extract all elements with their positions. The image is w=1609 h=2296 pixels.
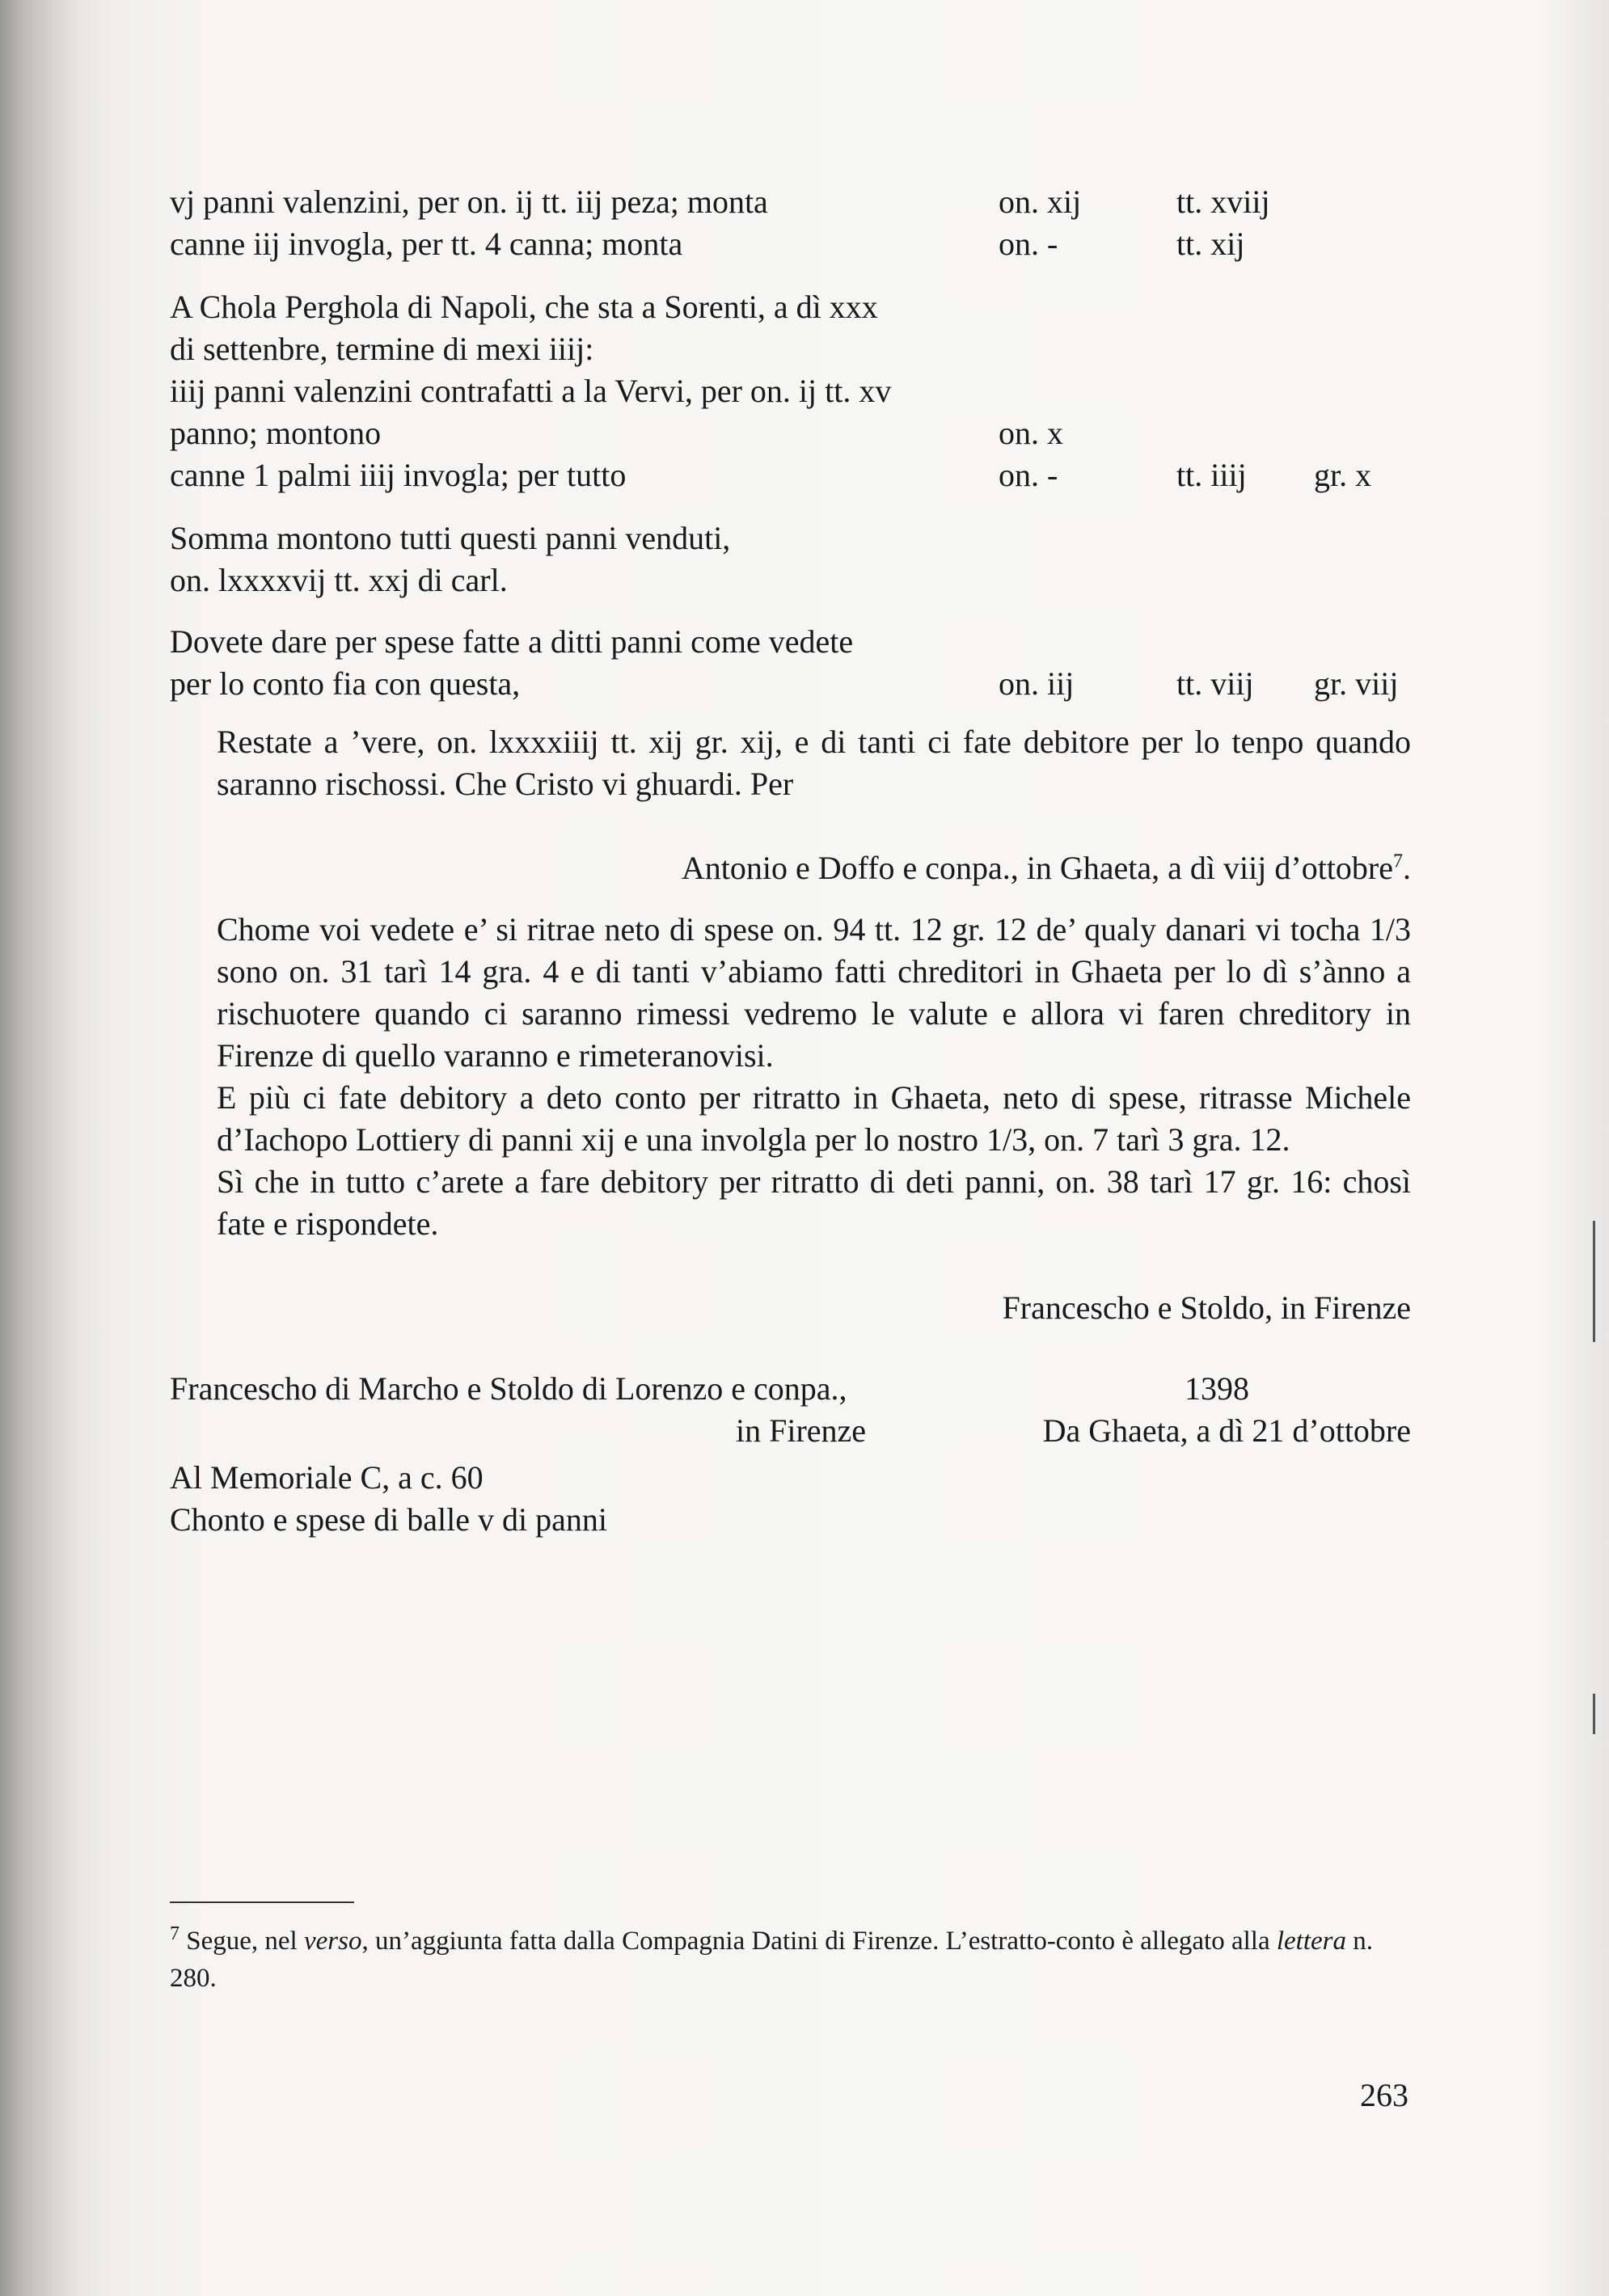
footnote-text: n. 280.	[170, 1927, 1374, 1993]
text-line: Chonto e spese di balle v di panni	[170, 1501, 608, 1538]
amount-oncie: on. xij	[999, 184, 1082, 220]
amount-tari: tt. iiij	[1176, 457, 1247, 493]
line-description: canne 1 palmi iiij invogla; per tutto	[170, 457, 627, 493]
text-line: A Chola Perghola di Napoli, che sta a Sorenti, a dì xxx	[170, 289, 878, 325]
signature-text: Antonio e Doffo e conpa., in Ghaeta, a dì viij d’ottobre	[681, 850, 1393, 886]
footnote-text: Segue, nel	[186, 1927, 304, 1956]
amount-tari: tt. xij	[1176, 226, 1245, 262]
amount-oncie: on. iij	[999, 665, 1075, 702]
account-line	[170, 663, 1411, 705]
account-line	[170, 181, 1411, 223]
amount-grana: gr. viij	[1314, 665, 1399, 702]
text-line: on. lxxxxvij tt. xxj di carl.	[170, 562, 508, 598]
edge-mark	[1593, 1694, 1595, 1734]
edge-mark	[1593, 1221, 1595, 1342]
footnote-number: 7	[170, 1923, 179, 1944]
amount-oncie: on. -	[999, 226, 1058, 262]
footnote	[170, 1922, 1411, 1997]
footnote-rule	[170, 1901, 354, 1903]
text-line: Dovete dare per spese fatte a ditti panni come vedete	[170, 623, 854, 660]
footnote-italic: verso	[303, 1927, 362, 1956]
account-line	[170, 223, 1411, 265]
line-description: per lo conto fia con questa,	[170, 665, 521, 702]
line-description: canne iij invogla, per tt. 4 canna; monta	[170, 226, 683, 262]
amount-grana: gr. x	[1314, 457, 1372, 493]
year: 1398	[1185, 1370, 1249, 1407]
letter-date: Da Ghaeta, a dì 21 d’ottobre	[1042, 1412, 1411, 1449]
line-description: panno; montono	[170, 415, 382, 451]
footnote-marker: 7	[1393, 850, 1403, 872]
amount-oncie: on. -	[999, 457, 1058, 493]
amount-tari: tt. viij	[1176, 665, 1254, 702]
line-description: vj panni valenzini, per on. ij tt. iij peza; monta	[170, 184, 768, 220]
account-line	[170, 412, 1411, 454]
address-line	[170, 1368, 1411, 1410]
amount-oncie: on. x	[999, 415, 1063, 451]
amount-tari: tt. xviij	[1176, 184, 1270, 220]
footnote-italic: lettera	[1276, 1927, 1347, 1956]
text-line: di settenbre, termine di mexi iiij:	[170, 331, 594, 367]
page-number: 263	[1360, 2077, 1408, 2113]
text-line: Somma montono tutti questi panni venduti,	[170, 520, 731, 556]
account-line	[170, 454, 1411, 496]
text-line: iiij panni valenzini contrafatti a la Vervi, per on. ij tt. xv	[170, 373, 892, 409]
book-spine-shadow	[0, 0, 77, 2296]
paragraph: Chome voi vedete e’ si ritrae neto di spese on. 94 tt. 12 gr. 12 de’ qualy danari vi tocha 1/3 sono on. 31 tarì 14 gra. 4 e di tanti v’abiamo fatti chreditori in Ghaeta per lo dì s’ànno a rischuotere quando ci saranno rimessi vedremo le valute e allora vi faren chreditory in Firenze di quello varanno e rimeteranovisi.	[217, 911, 1411, 1074]
destination-city: in Firenze	[736, 1412, 867, 1449]
paragraph: Restate a ’vere, on. lxxxxiiij tt. xij gr. xij, e di tanti ci fate debitore per lo tenpo quando saranno rischossi. Che Cristo vi ghuardi. Per	[217, 724, 1411, 802]
footnote-text: , un’aggiunta fatta dalla Compagnia Datini di Firenze. L’estratto-conto è allegato alla	[361, 1927, 1277, 1956]
addressee: Francescho di Marcho e Stoldo di Lorenzo e conpa.,	[170, 1370, 847, 1407]
signature-line: Antonio e Doffo e conpa., in Ghaeta, a dì viij d’ottobre$^7$.	[681, 850, 1411, 886]
paragraph: Sì che in tutto c’arete a fare debitory per ritratto di deti panni, on. 38 tarì 17 gr. 16: chosì fate e rispondete.	[217, 1163, 1411, 1242]
signature-text: Francescho e Stoldo, in Firenze	[1002, 1289, 1411, 1326]
address-line	[170, 1410, 1411, 1452]
paragraph: E più ci fate debitory a deto conto per ritratto in Ghaeta, neto di spese, ritrasse Michele d’Iachopo Lottiery di panni xij e una involgla per lo nostro 1/3, on. 7 tarì 3 gra. 12.	[217, 1079, 1411, 1158]
text-line: Al Memoriale C, a c. 60	[170, 1459, 484, 1496]
